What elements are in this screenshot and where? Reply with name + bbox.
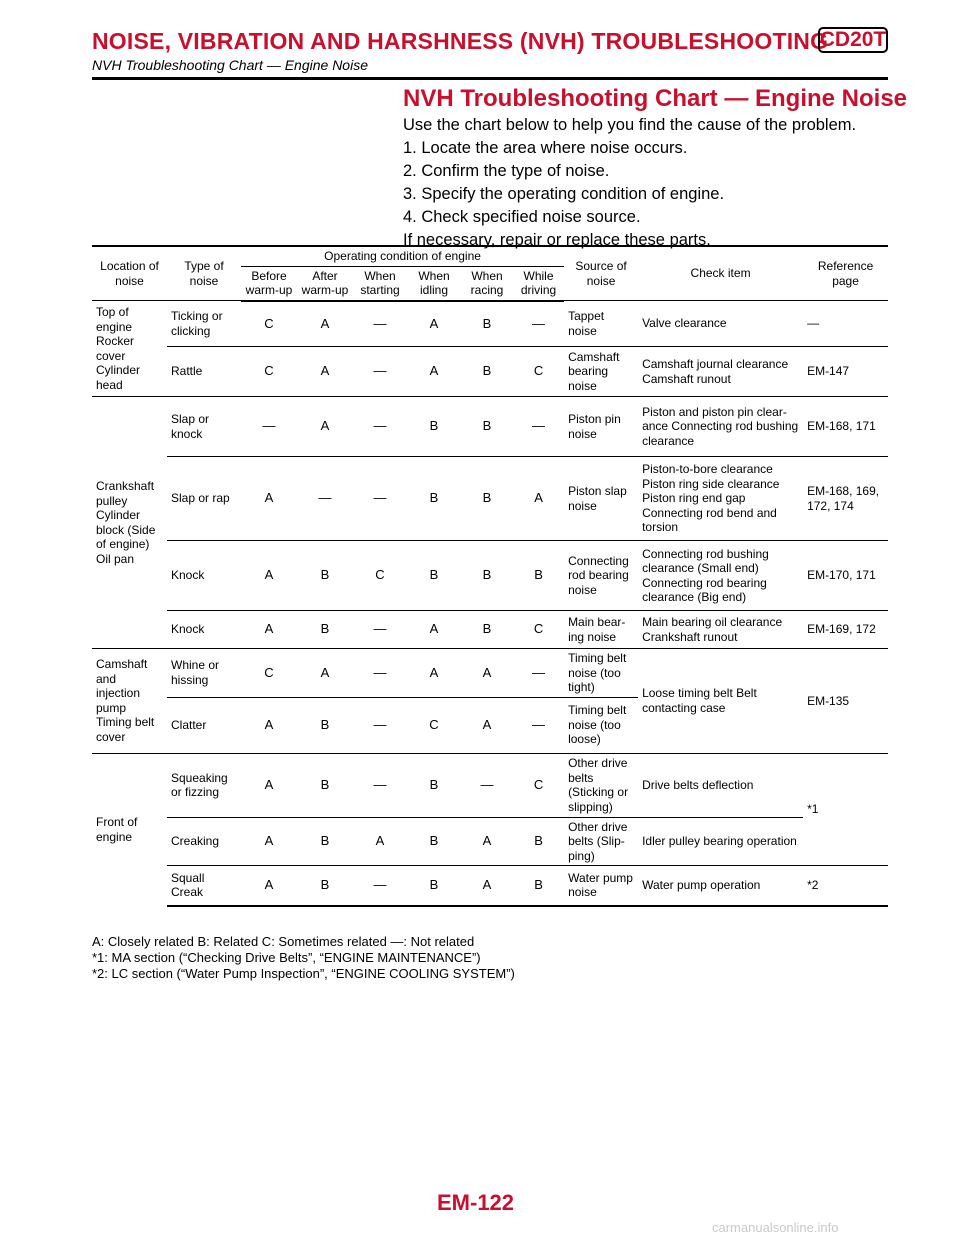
condition-cell: B bbox=[297, 541, 353, 611]
condition-cell: A bbox=[241, 697, 297, 753]
check-item-cell: Piston-to-bore clearance Piston ring side clearance Piston ring end gap Connecting rod bend and torsion bbox=[638, 457, 803, 541]
condition-cell: — bbox=[353, 457, 407, 541]
header-divider bbox=[92, 77, 888, 80]
location-cell: Camshaft and injection pump Timing belt cover bbox=[92, 649, 167, 754]
condition-cell: A bbox=[407, 301, 461, 347]
table-row bbox=[92, 541, 888, 611]
header-condition: When starting bbox=[353, 266, 407, 301]
reference-cell: *2 bbox=[803, 866, 888, 906]
condition-cell: A bbox=[241, 541, 297, 611]
condition-cell: A bbox=[241, 753, 297, 817]
condition-cell: B bbox=[297, 817, 353, 866]
noise-source-cell: Connecting rod bearing noise bbox=[564, 541, 638, 611]
noise-type-cell: Slap or knock bbox=[167, 397, 241, 457]
condition-cell: B bbox=[297, 753, 353, 817]
table-row bbox=[92, 753, 888, 817]
check-item-cell: Loose timing belt Belt contacting case bbox=[638, 649, 803, 754]
header-operating-condition: Operating condition of engine bbox=[241, 246, 564, 266]
condition-cell: A bbox=[513, 457, 564, 541]
condition-cell: — bbox=[353, 753, 407, 817]
header-condition: When idling bbox=[407, 266, 461, 301]
condition-cell: C bbox=[513, 347, 564, 397]
condition-cell: A bbox=[461, 817, 513, 866]
noise-type-cell: Whine or hissing bbox=[167, 649, 241, 698]
condition-cell: — bbox=[353, 301, 407, 347]
condition-cell: B bbox=[513, 817, 564, 866]
legend-notes bbox=[92, 934, 515, 982]
table-row bbox=[92, 301, 888, 347]
condition-cell: B bbox=[407, 753, 461, 817]
condition-cell: — bbox=[297, 457, 353, 541]
header-subtitle: NVH Troubleshooting Chart — Engine Noise bbox=[92, 57, 368, 73]
noise-type-cell: Ticking or clicking bbox=[167, 301, 241, 347]
header-condition: While driving bbox=[513, 266, 564, 301]
condition-cell: — bbox=[353, 397, 407, 457]
condition-cell: — bbox=[513, 301, 564, 347]
noise-source-cell: Water pump noise bbox=[564, 866, 638, 906]
noise-source-cell: Other drive belts (Slip- ping) bbox=[564, 817, 638, 866]
intro-line: 4. Check specified noise source. bbox=[403, 208, 641, 226]
header-title: NOISE, VIBRATION AND HARSHNESS (NVH) TROUBLESHOOTING bbox=[92, 28, 829, 54]
header-location: Location of noise bbox=[92, 246, 167, 301]
condition-cell: A bbox=[407, 347, 461, 397]
condition-cell: B bbox=[513, 541, 564, 611]
table-row bbox=[92, 817, 888, 866]
condition-cell: B bbox=[461, 457, 513, 541]
condition-cell: A bbox=[297, 301, 353, 347]
condition-cell: A bbox=[241, 457, 297, 541]
noise-type-cell: Knock bbox=[167, 611, 241, 649]
condition-cell: C bbox=[241, 347, 297, 397]
reference-cell: EM-168, 171 bbox=[803, 397, 888, 457]
intro-line: 2. Confirm the type of noise. bbox=[403, 162, 610, 180]
condition-cell: C bbox=[513, 611, 564, 649]
condition-cell: C bbox=[353, 541, 407, 611]
noise-type-cell: Clatter bbox=[167, 697, 241, 753]
header-type: Type of noise bbox=[167, 246, 241, 301]
condition-cell: C bbox=[407, 697, 461, 753]
noise-type-cell: Creaking bbox=[167, 817, 241, 866]
reference-cell: *1 bbox=[803, 753, 888, 866]
check-item-cell: Camshaft journal clearance Camshaft runout bbox=[638, 347, 803, 397]
condition-cell: B bbox=[407, 817, 461, 866]
check-item-cell: Drive belts deflection bbox=[638, 753, 803, 817]
condition-cell: — bbox=[353, 347, 407, 397]
condition-cell: A bbox=[297, 649, 353, 698]
table-row bbox=[92, 866, 888, 906]
page-number: EM-122 bbox=[437, 1190, 515, 1215]
watermark: carmanualsonline.info bbox=[712, 1220, 839, 1235]
noise-type-cell: Knock bbox=[167, 541, 241, 611]
noise-source-cell: Tappet noise bbox=[564, 301, 638, 347]
legend-line: *1: MA section (“Checking Drive Belts”, “ENGINE MAINTENANCE”) bbox=[92, 950, 481, 965]
noise-source-cell: Timing belt noise (too tight) bbox=[564, 649, 638, 698]
condition-cell: B bbox=[461, 541, 513, 611]
noise-source-cell: Main bear- ing noise bbox=[564, 611, 638, 649]
condition-cell: A bbox=[297, 347, 353, 397]
header-condition: Before warm-up bbox=[241, 266, 297, 301]
location-cell: Top of engine Rocker cover Cylinder head bbox=[92, 301, 167, 397]
condition-cell: A bbox=[461, 866, 513, 906]
reference-cell: EM-169, 172 bbox=[803, 611, 888, 649]
noise-source-cell: Piston pin noise bbox=[564, 397, 638, 457]
condition-cell: A bbox=[461, 649, 513, 698]
check-item-cell: Connecting rod bushing clearance (Small end) Connecting rod bearing clearance (Big end) bbox=[638, 541, 803, 611]
condition-cell: B bbox=[297, 866, 353, 906]
condition-cell: B bbox=[407, 397, 461, 457]
condition-cell: C bbox=[513, 753, 564, 817]
noise-source-cell: Camshaft bearing noise bbox=[564, 347, 638, 397]
reference-cell: — bbox=[803, 301, 888, 347]
legend-line: A: Closely related B: Related C: Sometimes related —: Not related bbox=[92, 934, 475, 949]
condition-cell: C bbox=[241, 649, 297, 698]
noise-type-cell: Squall Creak bbox=[167, 866, 241, 906]
intro-line: Use the chart below to help you find the cause of the problem. bbox=[403, 116, 857, 134]
noise-type-cell: Rattle bbox=[167, 347, 241, 397]
condition-cell: — bbox=[241, 397, 297, 457]
check-item-cell: Valve clearance bbox=[638, 301, 803, 347]
condition-cell: — bbox=[353, 649, 407, 698]
condition-cell: A bbox=[461, 697, 513, 753]
condition-cell: A bbox=[407, 611, 461, 649]
check-item-cell: Idler pulley bearing operation bbox=[638, 817, 803, 866]
condition-cell: A bbox=[353, 817, 407, 866]
condition-cell: B bbox=[407, 866, 461, 906]
condition-cell: B bbox=[297, 611, 353, 649]
section-title: NVH Troubleshooting Chart — Engine Noise bbox=[403, 85, 908, 112]
condition-cell: — bbox=[513, 649, 564, 698]
condition-cell: — bbox=[461, 753, 513, 817]
condition-cell: A bbox=[241, 866, 297, 906]
table-row bbox=[92, 649, 888, 698]
condition-cell: B bbox=[461, 611, 513, 649]
intro-text bbox=[403, 114, 856, 252]
condition-cell: B bbox=[461, 301, 513, 347]
check-item-cell: Water pump operation bbox=[638, 866, 803, 906]
condition-cell: — bbox=[353, 697, 407, 753]
noise-type-cell: Squeaking or fizzing bbox=[167, 753, 241, 817]
intro-line: 3. Specify the operating condition of engine. bbox=[403, 185, 725, 203]
intro-line: 1. Locate the area where noise occurs. bbox=[403, 139, 688, 157]
condition-cell: — bbox=[353, 611, 407, 649]
table-row bbox=[92, 611, 888, 649]
location-cell: Crankshaft pulley Cylinder block (Side of engine) Oil pan bbox=[92, 397, 167, 649]
noise-source-cell: Timing belt noise (too loose) bbox=[564, 697, 638, 753]
condition-cell: B bbox=[461, 347, 513, 397]
condition-cell: A bbox=[241, 611, 297, 649]
reference-cell: EM-170, 171 bbox=[803, 541, 888, 611]
check-item-cell: Piston and piston pin clear- ance Connecting rod bushing clearance bbox=[638, 397, 803, 457]
condition-cell: A bbox=[407, 649, 461, 698]
nvh-troubleshooting-table bbox=[92, 245, 888, 907]
reference-cell: EM-147 bbox=[803, 347, 888, 397]
condition-cell: A bbox=[241, 817, 297, 866]
table-row bbox=[92, 457, 888, 541]
condition-cell: B bbox=[461, 397, 513, 457]
reference-cell: EM-168, 169, 172, 174 bbox=[803, 457, 888, 541]
intro-line: If necessary, repair or replace these parts. bbox=[403, 231, 711, 249]
location-cell: Front of engine bbox=[92, 753, 167, 906]
table-row bbox=[92, 397, 888, 457]
condition-cell: B bbox=[297, 697, 353, 753]
header-condition: When racing bbox=[461, 266, 513, 301]
table-row bbox=[92, 347, 888, 397]
condition-cell: A bbox=[297, 397, 353, 457]
header-reference: Reference page bbox=[803, 246, 888, 301]
noise-source-cell: Other drive belts (Sticking or slipping) bbox=[564, 753, 638, 817]
noise-source-cell: Piston slap noise bbox=[564, 457, 638, 541]
condition-cell: — bbox=[513, 697, 564, 753]
legend-line: *2: LC section (“Water Pump Inspection”, “ENGINE COOLING SYSTEM”) bbox=[92, 966, 515, 981]
noise-type-cell: Slap or rap bbox=[167, 457, 241, 541]
condition-cell: — bbox=[353, 866, 407, 906]
reference-cell: EM-135 bbox=[803, 649, 888, 754]
condition-cell: B bbox=[513, 866, 564, 906]
check-item-cell: Main bearing oil clearance Crankshaft runout bbox=[638, 611, 803, 649]
condition-cell: B bbox=[407, 457, 461, 541]
header-source: Source of noise bbox=[564, 246, 638, 301]
condition-cell: — bbox=[513, 397, 564, 457]
condition-cell: B bbox=[407, 541, 461, 611]
engine-code-badge: CD20T bbox=[819, 28, 887, 51]
header-condition: After warm-up bbox=[297, 266, 353, 301]
header-check-item: Check item bbox=[638, 246, 803, 301]
condition-cell: C bbox=[241, 301, 297, 347]
